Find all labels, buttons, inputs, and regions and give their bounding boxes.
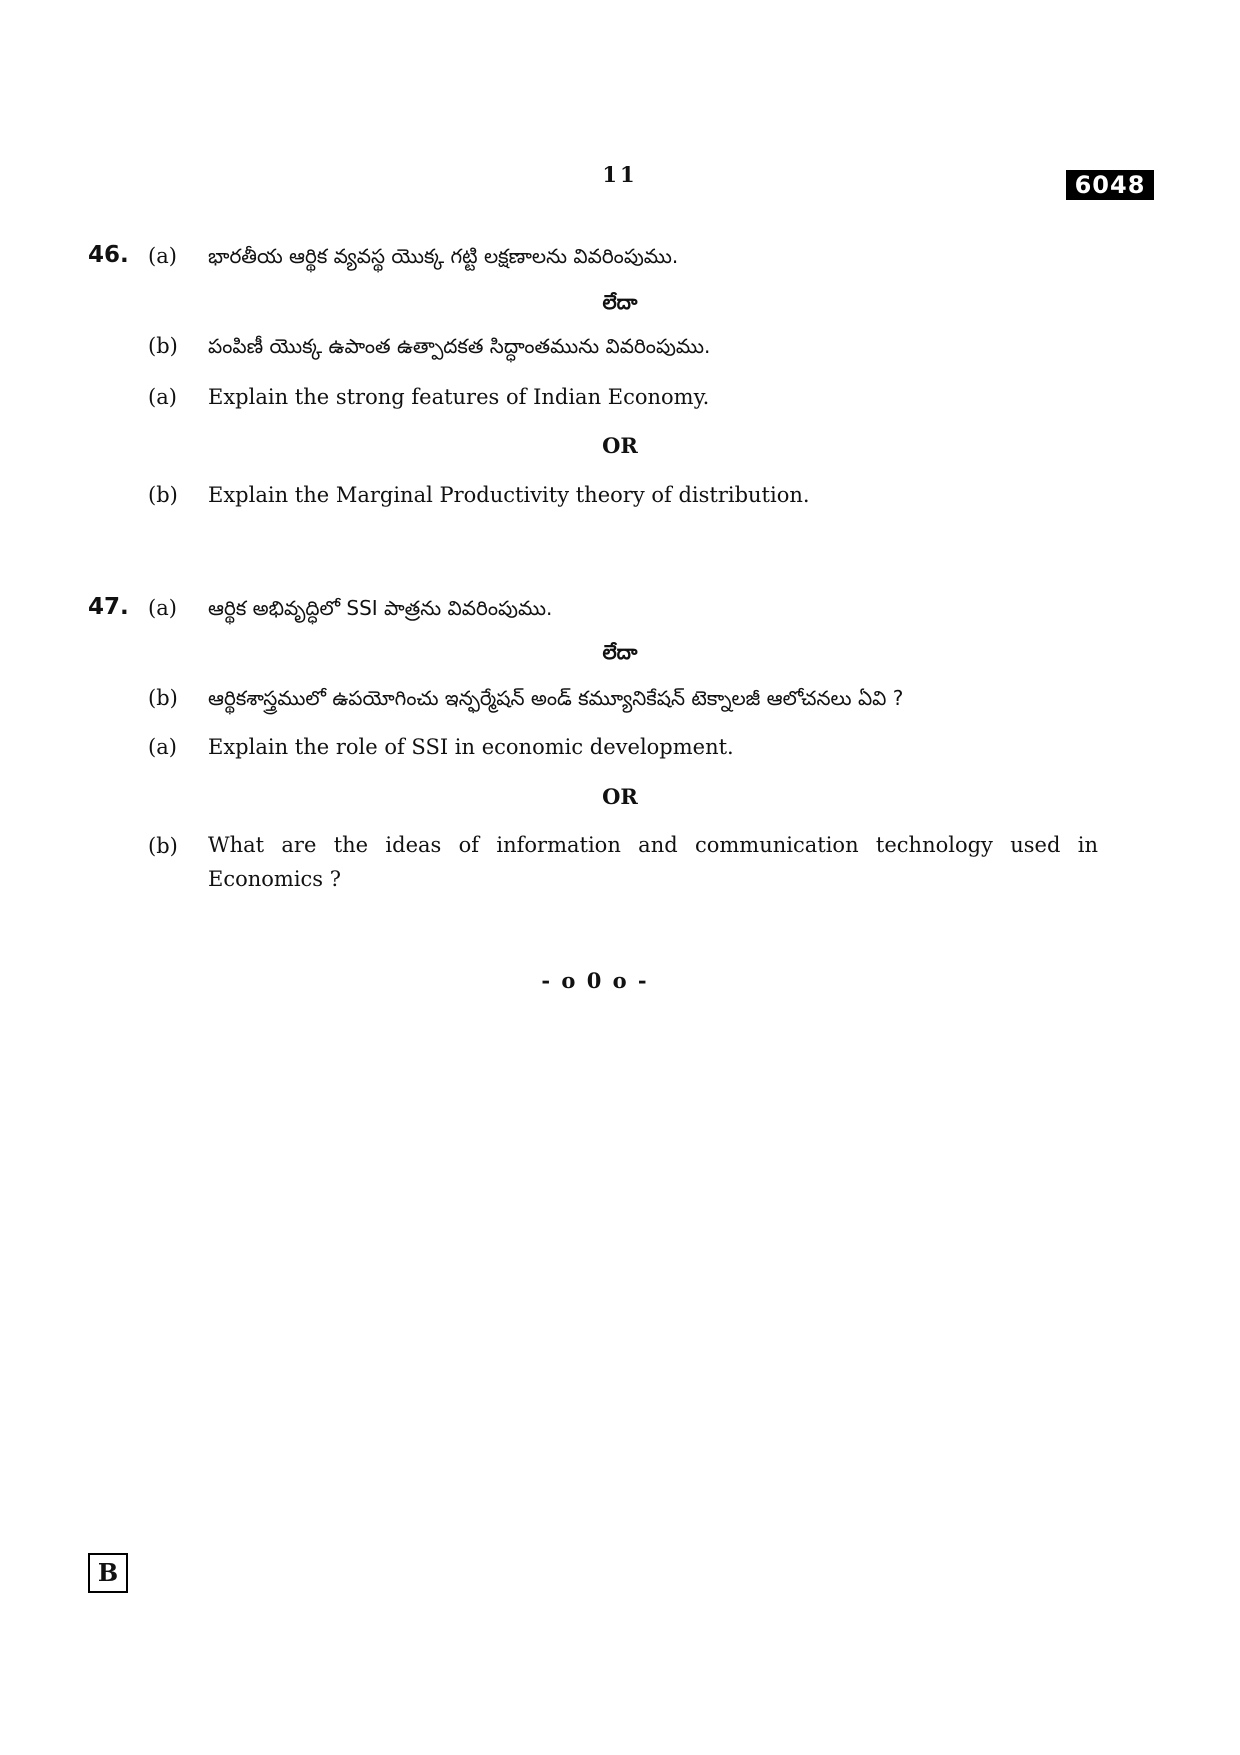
question-text-english-a: Explain the strong features of Indian Economy.: [208, 385, 710, 409]
question-number: 47.: [88, 594, 129, 620]
option-label: (a): [148, 385, 177, 409]
question-text-telugu-b: పంపిణీ యొక్క ఉపాంత ఉత్పాదకత సిద్ధాంతమును వివరింపుము.: [208, 334, 711, 358]
option-label: (b): [148, 334, 178, 358]
end-of-paper-mark: - o 0 o -: [541, 968, 649, 993]
option-label: (b): [148, 686, 178, 710]
question-text-telugu-a: భారతీయ ఆర్థిక వ్యవస్థ యొక్క గట్టి లక్షణాలను వివరింపుము.: [208, 244, 679, 268]
or-separator: OR: [602, 433, 638, 458]
question-number: 46.: [88, 242, 129, 268]
page-number: 11: [602, 162, 638, 187]
question-text-telugu-a: ఆర్థిక అభివృద్ధిలో SSI పాత్రను వివరింపుము.: [208, 596, 553, 620]
or-separator: OR: [602, 784, 638, 809]
question-text-english-b: Explain the Marginal Productivity theory of distribution.: [208, 483, 810, 507]
paper-code-badge: 6048: [1066, 170, 1154, 200]
option-label: (b): [148, 834, 178, 858]
set-code-box: B: [88, 1553, 128, 1593]
option-label: (b): [148, 483, 178, 507]
option-label: (a): [148, 735, 177, 759]
option-label: (a): [148, 244, 177, 268]
question-text-telugu-b: ఆర్థికశాస్త్రములో ఉపయోగించు ఇన్ఫర్మేషన్ అండ్ కమ్యూనికేషన్ టెక్నాలజీ ఆలోచనలు ఏవి ?: [208, 686, 904, 710]
question-text-english-a: Explain the role of SSI in economic development.: [208, 735, 734, 759]
or-separator-telugu: లేదా: [602, 640, 638, 664]
option-label: (a): [148, 596, 177, 620]
or-separator-telugu: లేదా: [602, 290, 638, 314]
question-text-english-b: What are the ideas of information and communication technology used in Economics ?: [208, 833, 1098, 891]
